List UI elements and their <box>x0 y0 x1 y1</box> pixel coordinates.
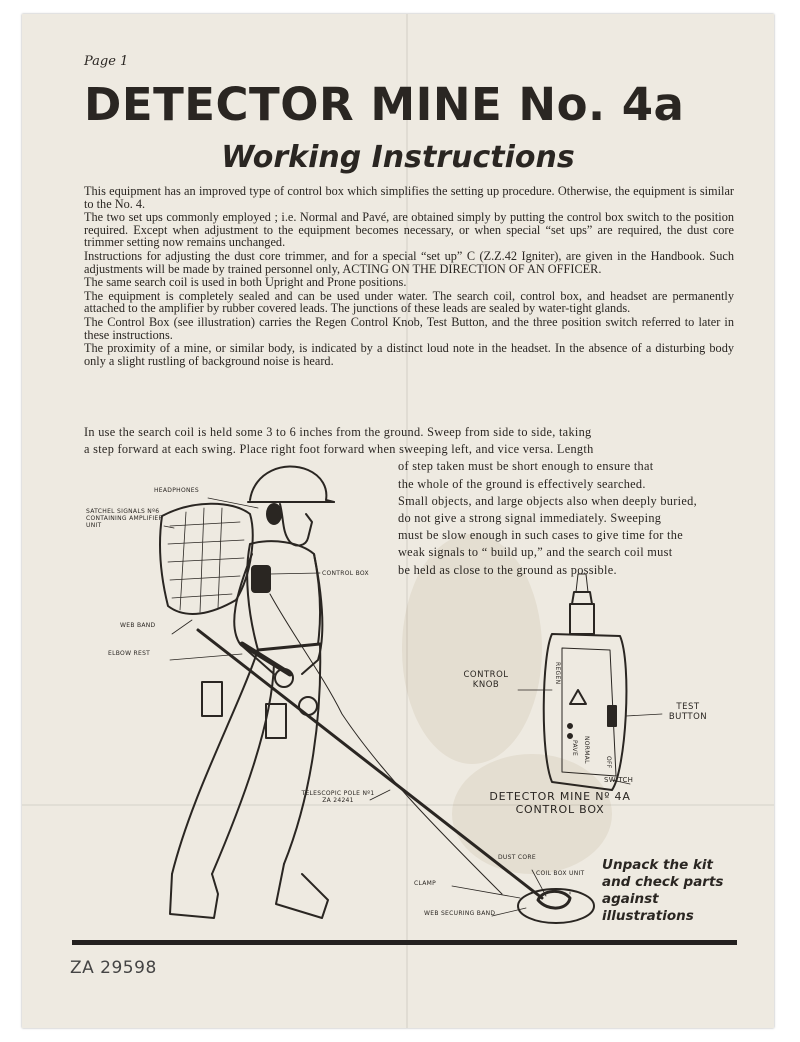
control-box-icon <box>252 566 270 592</box>
leader-line <box>626 714 662 716</box>
control-box-diagram <box>518 574 662 790</box>
control-box-caption: DETECTOR MINE Nº 4A CONTROL BOX <box>489 790 631 816</box>
label-switch: SWITCH <box>604 776 634 784</box>
footer-rule <box>72 940 737 945</box>
label-web-securing-band: WEB SECURING BAND <box>424 910 496 917</box>
headphone-icon <box>267 504 281 524</box>
paragraph: The proximity of a mine, or similar body, is indicated by a distinct loud note in the headset. In the absence of a disturbing body only a slight rustling of background noise is heard. <box>84 341 734 368</box>
label-control-box: CONTROL BOX <box>322 570 369 577</box>
text-line: of step taken must be short enough to ensure that <box>398 459 654 474</box>
text-line: weak signals to “ build up,” and the search coil must <box>398 545 673 560</box>
cable-spring <box>576 574 588 592</box>
page-subtitle: Working Instructions <box>221 140 575 175</box>
search-coil <box>518 889 594 923</box>
boot-right <box>276 864 328 918</box>
text-line: In use the search coil is held some 3 to 6 inches from the ground. Sweep from side to side, taking <box>84 425 592 439</box>
instruction-sheet <box>22 14 774 1028</box>
label-clamp: CLAMP <box>414 880 437 887</box>
page-label: Page 1 <box>84 54 129 69</box>
text-line: must be slow enough in such cases to give time for the <box>398 528 683 543</box>
label-off: OFF <box>605 756 612 769</box>
unpack-note <box>602 857 732 925</box>
footer-code: ZA 29598 <box>70 958 157 978</box>
leader-line <box>452 886 520 898</box>
trouser-left <box>172 650 258 874</box>
label-satchel: SATCHEL SIGNALS Nº6 CONTAINING AMPLIFIER UNIT <box>86 508 163 529</box>
label-elbow-rest: ELBOW REST <box>108 650 151 657</box>
indicator-dot <box>568 734 572 738</box>
paragraph: The two set ups commonly employed ; i.e. Normal and Pavé, are obtained simply by putting the control box switch to the position required. Except when adjustment to the equipment becomes necessary, or when special “set ups” are required, the dust core trimmer setting now remains unchanged. <box>84 210 734 250</box>
leader-line <box>270 573 320 574</box>
label-coil-box-unit: COIL BOX UNIT <box>536 870 585 877</box>
satchel-outline <box>160 504 253 614</box>
coil-box-unit <box>538 891 570 908</box>
label-control-knob: CONTROL KNOB <box>463 670 509 690</box>
label-headphones: HEADPHONES <box>154 487 199 494</box>
paragraph: The equipment is completely sealed and can be used under water. The search coil, control box, and headset are permanently attached to the amplifier by rubber covered leads. The junctions of these leads are sealed by water-tight glands. <box>84 288 734 316</box>
text-line: a step forward at each swing. Place right foot forward when sweeping left, and vice versa. Length <box>84 442 594 457</box>
label-pave: PAVE <box>571 740 578 757</box>
leader-line <box>172 620 192 634</box>
text-line: do not give a strong signal immediately. Sweeping <box>398 511 662 526</box>
cable-gland <box>570 604 594 634</box>
satchel-mesh <box>168 508 244 612</box>
label-dust-core: DUST CORE <box>498 854 536 861</box>
indicator-dot <box>568 724 572 728</box>
text-line: be held as close to the ground as possible. <box>398 562 617 577</box>
text-line: Small objects, and large objects also when deeply buried, <box>398 493 697 508</box>
gland-nut <box>572 592 592 604</box>
label-web-band: WEB BAND <box>120 622 156 629</box>
belt <box>258 644 320 650</box>
paragraph: The same search coil is used in both Upright and Prone positions. <box>84 275 407 290</box>
note-text: Unpack the kit and check parts against illustrations <box>602 857 724 924</box>
trouser-right <box>284 644 320 864</box>
boot-left <box>170 874 218 918</box>
label-regen: REGEN <box>554 662 561 685</box>
torso-outline <box>247 541 320 650</box>
text-line: the whole of the ground is effectively searched. <box>398 476 646 491</box>
label-test-button: TEST BUTTON <box>668 702 708 722</box>
label-telescopic-pole: TELESCOPIC POLE Nº1 ZA 24241 <box>301 790 375 804</box>
detector-cable <box>270 594 502 894</box>
test-button-icon <box>608 706 616 726</box>
helmet-outline <box>250 467 334 502</box>
page-title: DETECTOR MINE No. 4a <box>84 78 685 131</box>
triangle-mark <box>570 690 586 704</box>
paragraph: The Control Box (see illustration) carries the Regen Control Knob, Test Button, and the three position switch referred to later in these instructions. <box>84 314 734 342</box>
pocket <box>202 682 222 716</box>
face-outline <box>280 504 312 545</box>
label-normal: NORMAL <box>583 736 590 764</box>
paragraph: Instructions for adjusting the dust core trimmer, and for a special “set up” C (Z.Z.42 Igniter), are given in the Handbook. Such adjustments will be made by trained personnel only, ACTING ON THE DIRECTION OF AN OFFICER. <box>84 248 734 276</box>
paragraph: This equipment has an improved type of control box which simplifies the setting up procedure. Otherwise, the equipment is similar to the No. 4. <box>84 184 734 211</box>
